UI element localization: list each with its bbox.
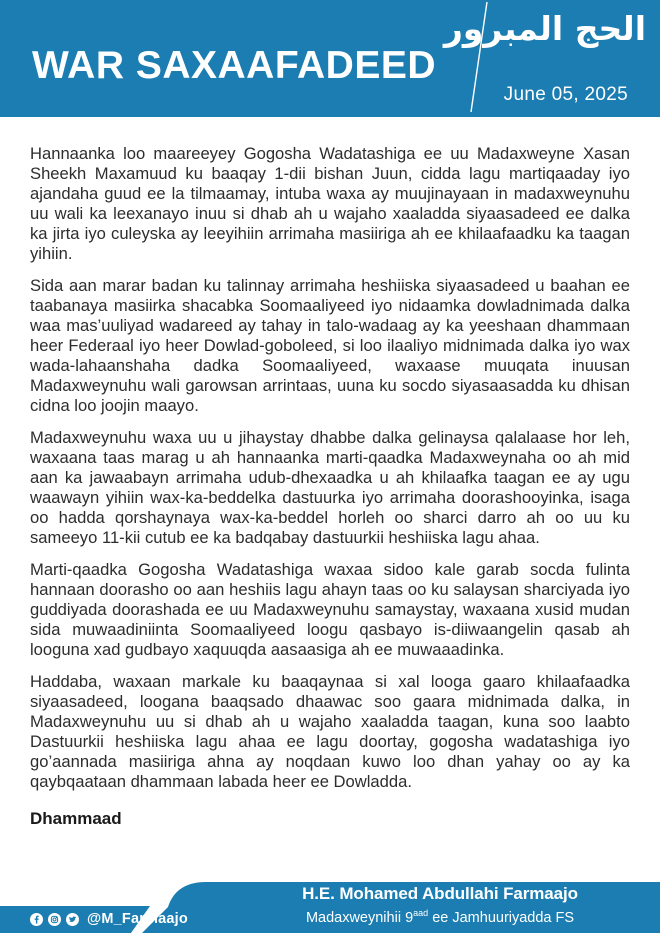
officer-title-suffix: ee Jamhuuriyadda FS [428,909,575,926]
paragraph-4: Marti-qaadka Gogosha Wadatashiga waxaa sidoo kale garab socda fulinta hannaan doorasho oo aan heshiis lagu ahayn taas oo ku salaysan sharciyada iyo guddiyada doorashada ee uu Madaxweynuhu samaystay, waxaana xusid mudan sida muwaadiniinta Soomaaliyeed loogu qasbayo is-diiwaangelin qasab ah looguna xad gudbayo xaquuqda aasaasiga ah ee muwaaadinka. [30,560,630,659]
hajj-calligraphy: الحج المبرور [443,9,646,48]
officer-title-prefix: Madaxweynihii 9 [305,909,414,926]
officer-title [280,908,600,926]
twitter-icon [66,913,79,926]
officer-name: H.E. Mohamed Abdullahi Farmaajo [302,884,578,903]
paragraph-2: Sida aan marar badan ku talinnay arrimaha heshiiska siyaasadeed u baahan ee taabanaya masiirka shacabka Soomaaliyeed iyo nidaamka dowladnimada dalka waa mas’uuliyad wadareed ay tahay in talo-wadaag ay ka yeeshaan dhammaan heer Federaal iyo heer Dowlad-goboleed, si loo ilaaliyo midnimada dalka iyo wax wada-lahaanshaha dadka Soomaaliyeed, waxaase muuqata inuusan Madaxweynuhu wali garowsan arrintaas, uuna ku socdo siyasaasadda ku dhisan cidna loo joojin maayo. [30,276,630,415]
social-bar [30,908,188,930]
paragraph-5: Haddaba, waxaan markale ku baaqaynaa si xal looga gaaro khilaafaadka siyaasadeed, loogana baaqsado dhaawac soo gaara midnimada dalka, in Madaxweynuhu uu si dhab ah u wajaho xaaladda taagan, kuna soo laabto Dastuurkii heshiiska lagu ahaa ee lagu doortay, gogosha wadatashiga iyo go’aannada masiiriga ahna ay noqdaan kuwo loo dhan yahay oo ay ka qaybqaataan dhammaan labada heer ee Dowladda. [30,672,630,791]
closing-word: Dhammaad [30,809,122,828]
press-release-body [30,144,630,829]
facebook-icon [30,913,43,926]
press-release-date: June 05, 2025 [503,84,628,105]
officer-block [280,884,600,926]
officer-title-ordinal: aad [413,908,429,918]
social-handle: @M_Farmaajo [87,911,188,927]
paragraph-1: Hannaanka loo maareeyey Gogosha Wadatashiga ee uu Madaxweyne Xasan Sheekh Maxamuud ku baaqay 1-dii bishan Juun, cidda lagu martiqaaday iyo ajandaha guud ee la tilmaamay, intuba waxa ay muujinayaan in madaxweynuhu uu wali ka leexanayo inuu si dhab ah u wajaho xaaladda siyaasadeed ee dalka ka jirta iyo culeyska ay leeyihiin arrimaha masiiriga ah ee khilaafaadku ka taagan yihiin. [30,144,630,263]
page-title: WAR SAXAAFADEED [32,44,437,87]
header-banner [0,0,660,117]
paragraph-3: Madaxweynuhu waxa uu u jihaystay dhabbe dalka gelinaysa qalalaase hor leh, waxaana taas marag u ah hannaanka marti-qaadka Madaxweynaha oo ah mid aan ka jawaabayn arrimaha udub-dhexaadka u ah khilaafka taagan ee ay ugu waawayn yihiin wax-ka-beddelka dastuurka iyo arrimaha doorashooyinka, isaga oo hadda qorshaynaya wax-ka-beddel horleh oo sharci darro ah oo uu ku sameeyo 11-kii cutub ee ka badqabay dastuurkii heshiiska lagu ahaa. [30,428,630,547]
instagram-icon [48,913,61,926]
